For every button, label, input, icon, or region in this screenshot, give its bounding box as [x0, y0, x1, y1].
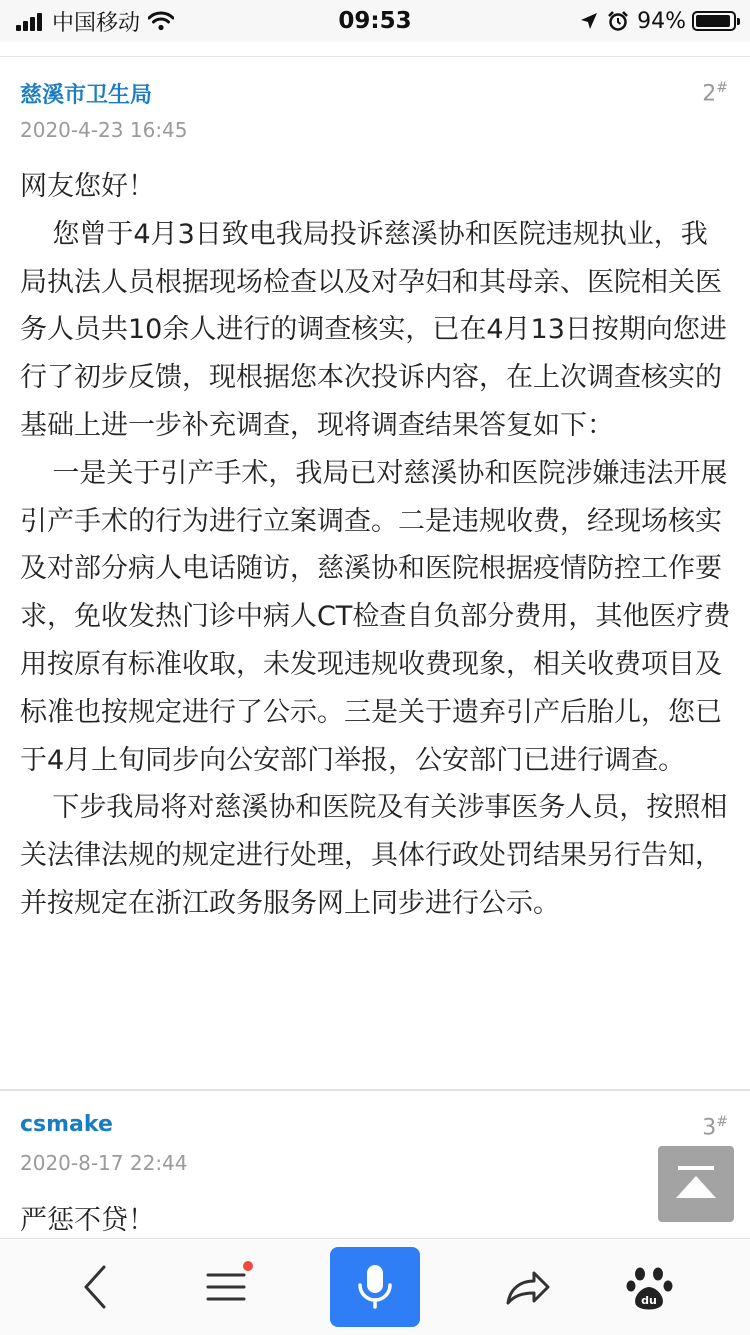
back-to-top-icon: [678, 1166, 714, 1170]
post-author[interactable]: 慈溪市卫生局: [20, 83, 153, 108]
wifi-icon: [148, 11, 174, 31]
top-divider: [0, 56, 750, 57]
battery-icon: [692, 11, 736, 31]
baidu-paw-icon[interactable]: [620, 1257, 680, 1317]
notification-badge: [243, 1261, 253, 1271]
post-date: 2020-4-23 16:45: [20, 118, 188, 142]
status-right: [571, 6, 736, 36]
post-date: 2020-8-17 22:44: [20, 1151, 188, 1175]
bottom-toolbar: [0, 1238, 750, 1335]
microphone-icon: [330, 1247, 420, 1327]
voice-search-button[interactable]: [330, 1247, 420, 1327]
post-divider: [0, 1089, 750, 1091]
floor-number: 2#: [702, 80, 728, 107]
post-paragraph: 您曾于4月3日致电我局投诉慈溪协和医院违规执业，我局执法人员根据现场检查以及对孕妇和其母亲、医院相关医务人员共10余人进行的调查核实，已在4月13日按期向您进行了初步反馈，现根据您本次投诉内容，在上次调查核实的基础上进一步补充调查，现将调查结果答复如下：: [20, 218, 727, 441]
svg-text:du: du: [641, 1294, 657, 1307]
clock: 09:53: [338, 8, 412, 34]
menu-button[interactable]: [196, 1257, 256, 1317]
status-bar: [0, 0, 750, 42]
location-icon: [579, 11, 599, 31]
post-paragraph: 一是关于引产手术，我局已对慈溪协和医院涉嫌违法开展引产手术的行为进行立案调查。二是违规收费，经现场核实及对部分病人电话随访，慈溪协和医院根据疫情防控工作要求，免收发热门诊中病人CT检查自负部分费用，其他医疗费用按原有标准收取，未发现违规收费现象，相关收费项目及标准也按规定进行了公示。三是关于遗弃引产后胎儿，您已于4月上旬同步向公安部门举报，公安部门已进行调查。: [20, 457, 731, 776]
post-greeting: 网友您好！: [20, 171, 155, 202]
status-left: [16, 6, 174, 36]
battery-percent: 94%: [637, 8, 686, 34]
signal-icon: [16, 11, 44, 31]
post-body: [20, 163, 732, 928]
alarm-icon: [607, 10, 629, 32]
back-icon[interactable]: [66, 1257, 126, 1317]
back-to-top-button[interactable]: [658, 1146, 734, 1222]
share-icon[interactable]: [496, 1257, 556, 1317]
carrier-label: 中国移动: [52, 10, 141, 36]
post-greeting: 严惩不贷！: [20, 1205, 155, 1236]
floor-number: 3#: [702, 1114, 728, 1141]
post-author[interactable]: csmake: [20, 1112, 113, 1137]
post-paragraph: 下步我局将对慈溪协和医院及有关涉事医务人员，按照相关法律法规的规定进行处理，具体行政处罚结果另行告知，并按规定在浙江政务服务网上同步进行公示。: [20, 792, 728, 919]
